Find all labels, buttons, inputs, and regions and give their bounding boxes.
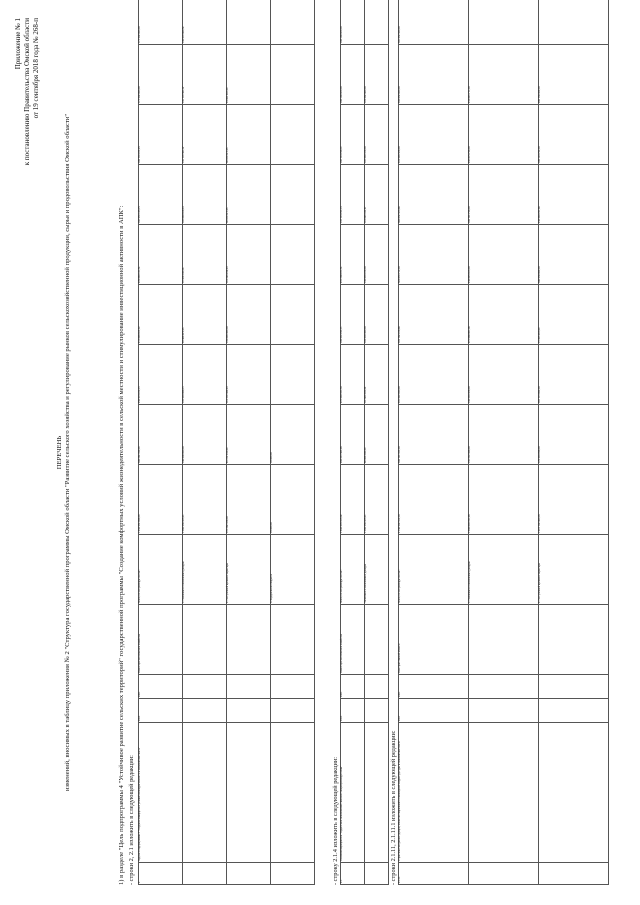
table-cell: 2017 [399,699,469,723]
table-cell [365,0,389,45]
table-cell [365,863,389,885]
table-cell [183,863,227,885]
table-cell [271,105,315,165]
table-cell: 145 896 000,00 [227,285,271,345]
table-cell [539,699,609,723]
table-cell [469,605,539,675]
table-cell: 110 466 248,00 [227,225,271,285]
table-cell: 125 062 660,00 [365,45,389,105]
table-cell: 160 168 640,00 [341,0,365,45]
table-cell [271,675,315,699]
table-cell: 2.1.11 [399,863,469,885]
table-cell [271,723,315,863]
table-cell: 216 895 813,00 [469,225,539,285]
table-row [539,0,609,885]
table-cell: 164 743 768,72 [341,105,365,165]
table-cell: Минстрой Омской области [399,605,469,675]
table-cell: 491 022 900,00 [399,345,469,405]
table-cell: 164 554 135,75 [139,165,183,225]
table-cell [183,675,227,699]
table-cell: 1 059 556 345,21 [365,465,389,535]
table-cell [227,863,271,885]
table-cell: 189 120 792,00 [539,105,609,165]
table-cell [469,675,539,699]
table-cell: 130 979 860,52 [183,0,227,45]
table-cell: 483 652 800,00 [399,45,469,105]
table-cell [271,165,315,225]
table-cell: 151 442 466,00 [469,405,539,465]
table-cell: Строительство (реконструкция) объектов социальной и инженерной инфраструктуры в сельской местности [399,723,469,863]
title-heading: ПЕРЕЧЕНЬ [56,435,63,470]
section-note-3: - строки 2.1.11, 2.1.11.1 изложить в следующей редакции: [390,730,397,885]
table-cell: 269 758 029,00 [539,45,609,105]
table-cell: 1. Налоговых и неналоговых доходов [469,535,539,605]
table-cell: 113 749 483,00 [227,345,271,405]
table-cell: 72 348 102,26 [183,225,227,285]
table-cell: 234 875 756,00 [469,105,539,165]
table-3-body [399,0,609,885]
appendix-line-3: от 19 сентября 2018 года № 268-п [32,18,40,119]
table-cell: 81 472 440,00 [227,405,271,465]
section-note-1: - строки 2, 2.1 изложить в следующей редакции: [128,755,135,885]
table-cell: 2014 [341,699,365,723]
table-cell: 218 060 787,68 [539,165,609,225]
table-cell: 2014 [139,699,183,723]
table-cell: 357 774 852,00 [539,345,609,405]
table-cell: 523 854 712,00 [399,225,469,285]
table-cell: 190 542 254,71 [341,285,365,345]
table-cell: 300 481 459,04 [139,405,183,465]
table-cell: 2021 [139,675,183,699]
table-cell: Министерство сельского хозяйства [139,605,183,675]
table-cell: 120 000 000,00 [365,285,389,345]
table-cell: 1 059 556 345,21 [183,465,227,535]
table-row [227,0,271,885]
appendix-line-2: к постановлению Правительства Омской области [23,18,31,166]
table-cell: 250 970 242,74 [139,345,183,405]
table-cell [365,699,389,723]
table-cell: 263 244 564,98 [341,405,365,465]
table-cell: 383 852 543,68 [399,165,469,225]
table-cell: 1. Налоговых и неналоговых доходов [183,535,227,605]
table-cell: 18 280,00 [271,405,315,465]
table-cell: 124 883 818,40 [183,165,227,225]
table-cell [469,699,539,723]
table-cell: 39 670 317,35 [227,165,271,225]
appendix-block [14,18,41,165]
intro-text: 1) в разделе "Цель подпрограммы 4 "Устойчивое развитие сельских территорий" государственной программы "Создание комфортных условий жизнедеятельности в сельской местности и стимулирование инвестиционной активности в АПК": [118,205,125,885]
table-cell [469,0,539,45]
table-cell [271,285,315,345]
table-cell [183,605,227,675]
table-row [341,0,365,885]
table-cell [271,863,315,885]
table-cell [539,0,609,45]
table-cell [271,0,315,45]
table-cell: 179 348 958,00 [539,405,609,465]
table-cell: 111 680 490,00 [365,345,389,405]
table-cell: 2. Поступлений целевого характера [227,535,271,605]
table-cell: Налоговых и неналоговых доходов [365,535,389,605]
table-cell: Задача 2 подпрограммы 4 "Создание комфортных условий жизнедеятельности в сельской местности" [139,723,183,863]
table-cell: 124 060 446,00 [365,105,389,165]
table-cell: 276 883 121,51 [139,225,183,285]
table-row [139,0,183,885]
table-cell [271,699,315,723]
table-cell: 106 008 960,00 [183,405,227,465]
table-cell [227,699,271,723]
table-cell: 2021 [399,675,469,699]
table-cell: 2 [139,863,183,885]
table-cell: Всего, из них расходы за счет: [139,535,183,605]
table-cell: 146 648 246,00 [365,225,389,285]
table-cell [469,723,539,863]
table-cell: 217 896 814,42 [139,285,183,345]
table-row [469,0,539,885]
table-2 [340,0,389,885]
table-cell [539,863,609,885]
table-cell: 110 868 180,97 [365,165,389,225]
table-cell: Всего, из них расходы за счет: [341,535,365,605]
table-cell: 774 482 448,00 [227,465,271,535]
table-cell [365,723,389,863]
table-cell: 301 352 500,00 [399,0,469,45]
table-cell [271,225,315,285]
table-cell: Основное мероприятие "Содействие сельскохозяйственным товаропроизводителям" [341,723,365,863]
table-cell: 133 248 048,00 [469,345,539,405]
table-cell: 160 168 640,00 [341,45,365,105]
table-2-body [341,0,389,885]
section-note-2: - строку 2.1.4 изложить в следующей редакции: [332,757,339,885]
table-cell: 241 468 241,51 [341,225,365,285]
table-cell: 1 916 551 856,04 [139,465,183,535]
table-row [271,0,315,885]
table-cell: 131 779 561,07 [183,105,227,165]
table-cell [227,0,271,45]
table-cell [469,863,539,885]
table-cell: 107 546 986,74 [183,345,227,405]
table-cell: 423 996 548,00 [399,105,469,165]
table-cell: 177 502 963,00 [139,45,183,105]
table-cell: 306 958 899,00 [539,225,609,285]
table-cell [183,699,227,723]
table-cell: 3. Федерального бюджета [271,535,315,605]
table-cell: 177 502 963,00 [139,0,183,45]
table-cell: 1 618 376 315,02 [341,465,365,535]
table-1 [138,0,315,885]
table-cell: 2 708 502 512,03 [399,465,469,535]
table-cell: 89 896 000,00 [365,405,389,465]
table-cell: 330 791 424,00 [399,405,469,465]
table-cell: 43 964 844,00 [227,45,271,105]
table-3 [398,0,609,885]
document-title [56,0,72,905]
table-row [399,0,469,885]
table-cell: 1 227 702 060,05 [539,465,609,535]
table-cell [365,605,389,675]
table-cell: Министерство сельского хозяйства [341,605,365,675]
table-cell: 271 686 981,08 [469,285,539,345]
table-cell: 49 388 973,55 [183,285,227,345]
table-cell: 185 734 244,25 [139,105,183,165]
table-row [183,0,227,885]
table-cell: 74 095 267,60 [539,285,609,345]
table-cell: 1 480 800 451,98 [469,465,539,535]
table-cell: Всего, из них расходы за счет: [399,535,469,605]
table-cell [539,605,609,675]
table-cell: 2.1 [341,863,365,885]
table-row [365,0,389,885]
table-cell [227,723,271,863]
table-cell [271,345,315,405]
appendix-line-1: Приложение № 1 [14,18,22,70]
table-cell: 131 779 561,07 [183,45,227,105]
table-1-body [139,0,315,885]
table-cell: 213 894 771,00 [469,45,539,105]
table-cell [271,605,315,675]
table-cell [227,675,271,699]
table-cell: 76 280,00 [271,465,315,535]
table-cell [365,675,389,699]
table-cell: 274 960 421,50 [341,345,365,405]
table-cell: 165 791 756,00 [469,165,539,225]
table-cell: 144 745 764,73 [341,165,365,225]
table-cell [539,723,609,863]
table-cell [539,675,609,699]
table-cell: 2. Поступлений целевого характера [539,535,609,605]
table-cell [227,605,271,675]
table-cell: 2021 [341,675,365,699]
table-cell [271,45,315,105]
table-cell [183,723,227,863]
table-cell: 345 782 248,68 [399,285,469,345]
table-cell: 39 670 317,35 [227,105,271,165]
title-subtitle: изменений, вносимых в таблицу приложения № 2 "Структура государственной программы Омской области "Развитие сельского хозяйства и регулирование рынков сельскохозяйственной продукции, сырья и продовольствия Омской области" [64,113,71,792]
